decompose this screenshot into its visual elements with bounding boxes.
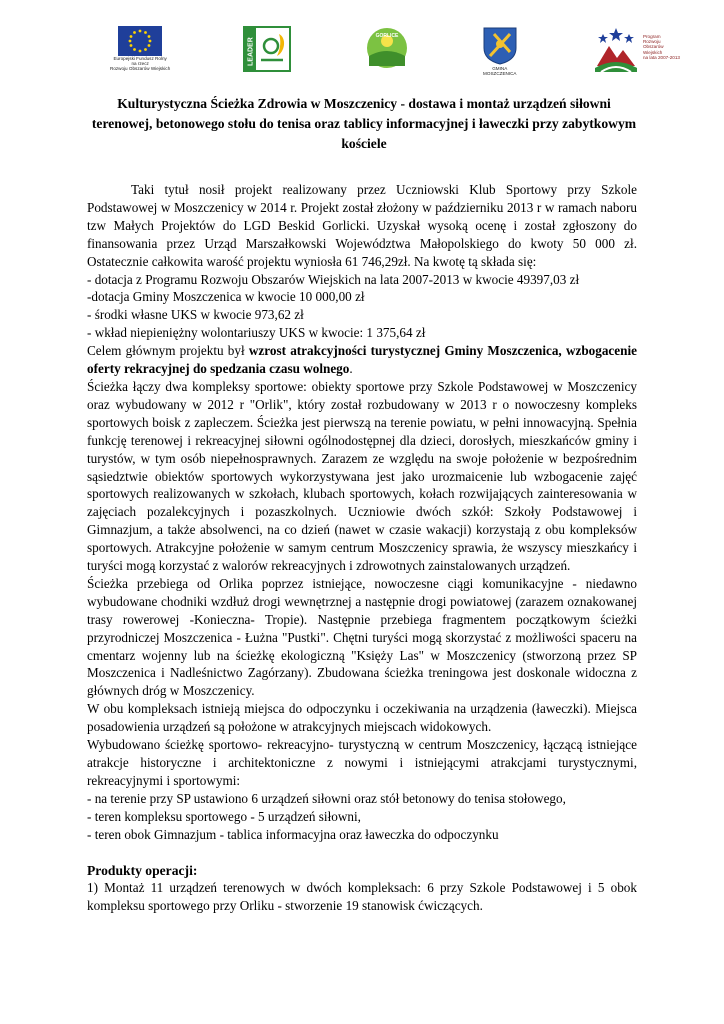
paragraph: W obu kompleksach istnieją miejsca do odpoczynku i oczekiwania na urządzenia (ławeczki). Miejsca posadowienia urządzeń są położone w atrakcyjnych miejscach widokowych.	[87, 701, 637, 735]
intro-paragraph: Taki tytuł nosił projekt realizowany przez Uczniowski Klub Sportowy przy Szkole Podstawowej w Moszczenicy w 2014 r. Projekt został złożony w październiku 2013 r w ramach naboru tzw Małych Projektów do LGD Beskid Gorlicki. Uzyskał wysoką ocenę i został zgłoszony do finansowania przez Urząd Marszałkowski Województwa Małopolskiego do kwoty 50 000 zł. Ostatecznie całkowita warość projektu wyniosła 61 746,29zł. Na kwotę tą składa się:	[87, 182, 637, 269]
spacer	[87, 844, 637, 862]
leader-icon	[243, 26, 291, 72]
lgd-logo	[365, 26, 409, 70]
paragraph: Ścieżka przebiega od Orlika poprzez istniejące, nowoczesne ciągi komunikacyjne - niedawno wybudowane chodniki wzdłuż drogi wewnętrznej a następnie drogi powiatowej (zarazem oznakowanej trasy rowerowej -Konieczna- Tropie). Następnie przebiega fragmentem początkowym ścieżki przyrodniczej Moszczenica - Łużna "Pustki". Chętni turyści mogą skorzystać z możliwości spaceru na cmentarz wojenny lub na ścieżkę ekologiczną "Księży Las" w Moszczenicy (stworzoną przez SP Moszczenica i Nadleśnictwo Zagórzany). Zbudowana ścieżka treningowa jest doskonale widoczna z głównych dróg w Moszczenicy.	[87, 575, 637, 699]
list-item: - teren obok Gimnazjum - tablica informacyjna oraz ławeczka do odpoczynku	[87, 826, 499, 842]
goal-paragraph	[87, 342, 637, 378]
funding-item: - środki własne UKS w kwocie 973,62 zł	[87, 307, 304, 323]
page-title: Kulturystyczna Ścieżka Zdrowia w Moszczenicy - dostawa i montaż urządzeń siłowni terenowej, betonowego stołu do tenisa oraz tablicy informacyjnej i ławeczki przy zabytkowym kościele	[91, 96, 637, 151]
funding-item: - wkład niepieniężny wolontariuszy UKS w kwocie: 1 375,64 zł	[87, 325, 426, 341]
products-heading: Produkty operacji:	[87, 862, 198, 878]
eu-caption: Europejski Fundusz Rolny na rzecz Rozwoju Obszarów Wiejskich	[110, 56, 171, 72]
lgd-text: GORLICE	[375, 33, 398, 39]
document-body	[87, 181, 637, 915]
goal-bold: wzrost atrakcyjności turystycznej Gminy Moszczenica, wzbogacenie oferty rekracyjnej do spedzania czasu wolnego	[87, 343, 637, 377]
product-item: 1) Montaż 11 urządzeń terenowych w dwóch kompleksach: 6 przy Szkole Podstawowej i 5 obok kompleksu sportowego przy Orliku - stworzenie 19 stanowisk ćwiczących.	[87, 880, 637, 914]
prow-caption: Program Rozwoju Obszarów Wiejskich na lata 2007-2013	[642, 34, 680, 60]
leader-text: LEADER	[247, 37, 255, 66]
coat-of-arms-icon	[482, 26, 518, 66]
gmina-caption: GMINA MOSZCZENICA	[483, 66, 517, 77]
prow-logo	[591, 26, 680, 76]
logo-bar	[110, 26, 680, 84]
funding-item: - dotacja z Programu Rozwoju Obszarów Wiejskich na lata 2007-2013 w kwocie 49397,03 zł	[87, 271, 580, 287]
funding-item: -dotacja Gminy Moszczenica w kwocie 10 000,00 zł	[87, 289, 365, 305]
paragraph: Ścieżka łączy dwa kompleksy sportowe: obiekty sportowe przy Szkole Podstawowej w Moszczenicy oraz wybudowany w 2012 r "Orlik", który został rozbudowany w 2013 r o nowoczesny kompleks sportowych boisk z zapleczem. Ścieżka jest pierwszą na terenie powiatu, w pełni innowacyjną. Spełnia funkcję terenowej i rekreacyjnej siłowni ogólnodostępnej dla dzieci, dorosłych, mieszkańców gminy i turystów, w tym osób niepełnosprawnych. Zarazem ze względu na swoje położenie w bezpośrednim sąsiedztwie obiektów sportowych wykorzystywana jest jako urozmaicenie lub wzbogacenie zajęć sportowych realizowanych w szkołach, klubach sportowych, kołach rozwijających zainteresowania w zajęciach pozalekcyjnych i pozaszkolnych. Uczniowie dwóch szkół: Szkoły Podstawowej i Gimnazjum, a także absolwenci, na co dzień (nawet w czasie wakacji) korzystają z obu kompleksów sportowych. Atrakcyjne położenie w samym centrum Moszczenicy sprawia, że wszyscy mieszkańcy i turyści mogą korzystać z walorów rekreacyjnych i zdrowotnych zainstalowanych urządzeń.	[87, 378, 637, 574]
eu-logo	[110, 26, 170, 72]
leader-logo	[243, 26, 291, 72]
eu-flag-icon	[118, 26, 162, 56]
goal-end: .	[349, 361, 353, 377]
list-item: - teren kompleksu sportowego - 5 urządzeń siłowni,	[87, 808, 361, 824]
goal-lead: Celem głównym projektu był	[87, 343, 249, 359]
paragraph: Wybudowano ścieżkę sportowo- rekreacyjno- turystyczną w centrum Moszczenicy, łączącą istniejące atrakcje historyczne i architektoniczne z nowymi i istniejącymi atrakcjami turystycznymi, rekreacyjnymi i sportowymi:	[87, 737, 637, 788]
prow-icon	[591, 26, 641, 76]
lgd-icon	[365, 26, 409, 70]
list-item: - na terenie przy SP ustawiono 6 urządzeń siłowni oraz stół betonowy do tenisa stołowego,	[87, 790, 566, 806]
gmina-logo	[482, 26, 518, 76]
